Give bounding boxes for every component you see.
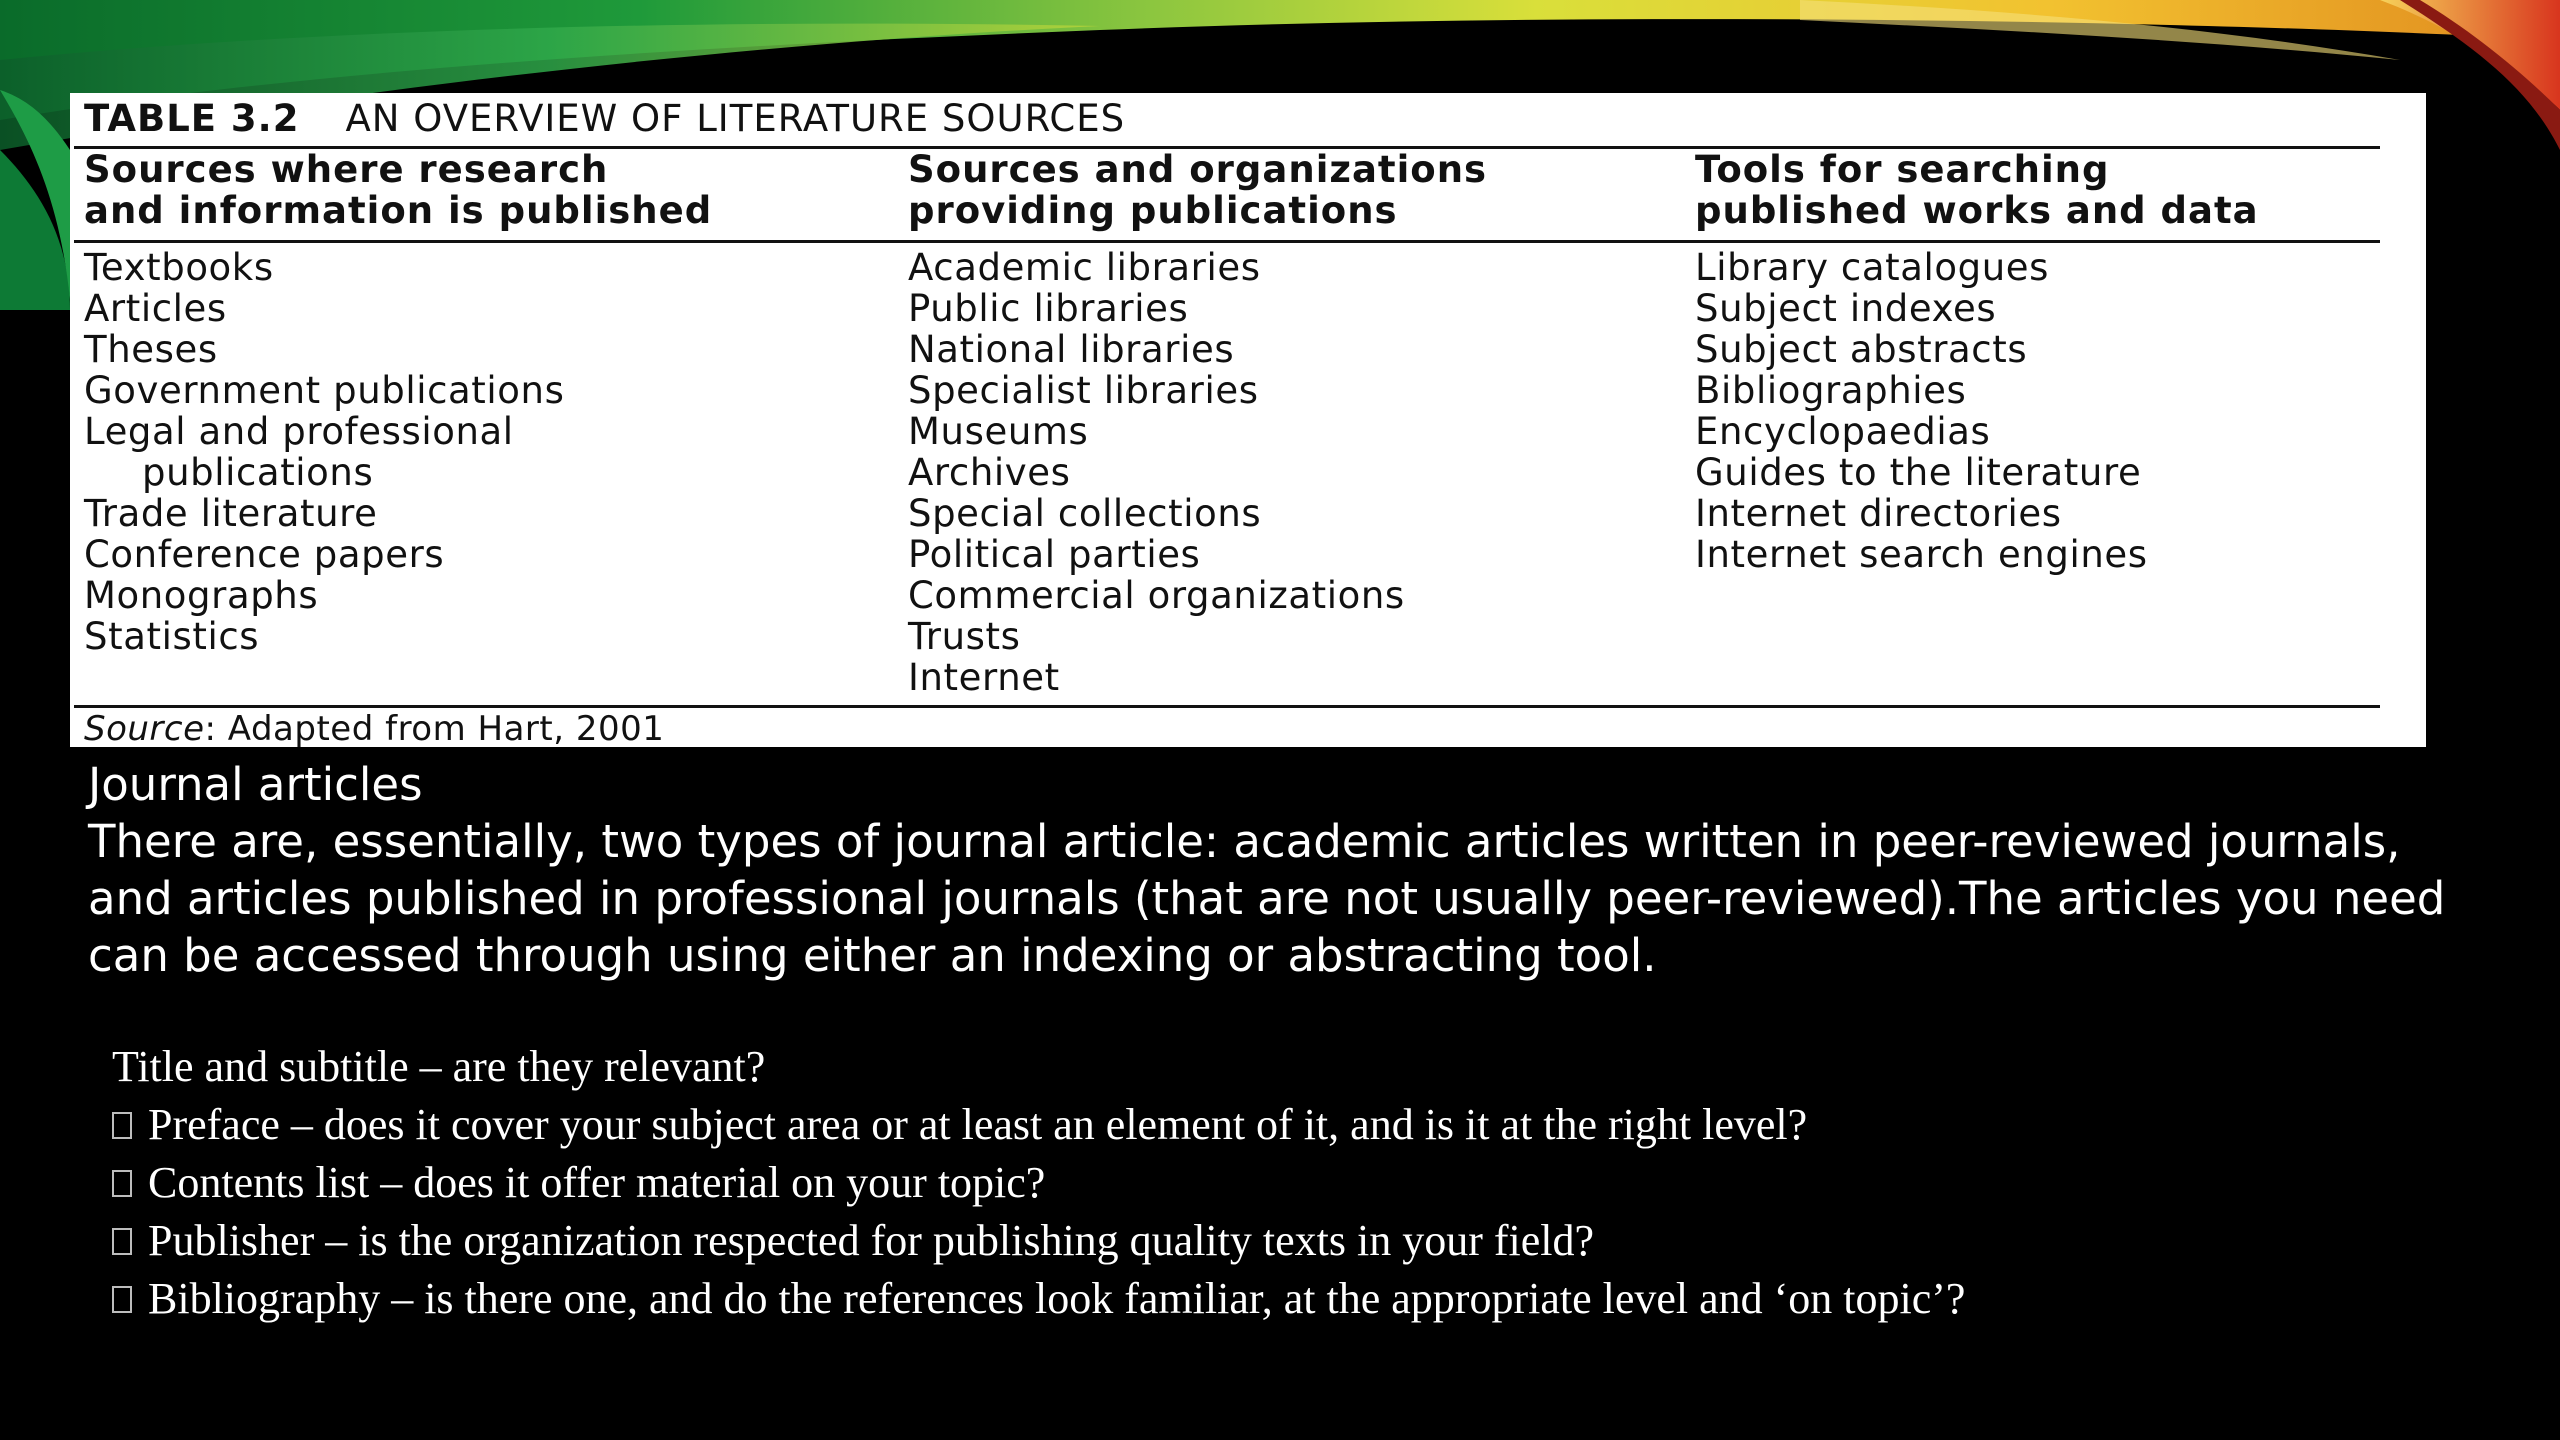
list-item: Trade literature	[84, 492, 378, 535]
list-item: Statistics	[84, 615, 260, 658]
column-header	[84, 149, 712, 231]
list-item: Monographs	[84, 574, 319, 617]
source-label: Source	[84, 709, 205, 749]
list-item: Academic libraries	[908, 246, 1261, 289]
list-item: Internet	[908, 656, 1060, 699]
list-item: Special collections	[908, 492, 1262, 535]
list-item: Conference papers	[84, 533, 445, 576]
list-item: Articles	[84, 287, 227, 330]
list-item: Textbooks	[84, 246, 274, 289]
list-item: Bibliographies	[1695, 369, 1967, 412]
table-title-text: AN OVERVIEW OF LITERATURE SOURCES	[345, 97, 1126, 140]
checklist-item-text: Preface – does it cover your subject area or at least an element of it, and is it at the right level?	[148, 1100, 1808, 1149]
list-item: Specialist libraries	[908, 369, 1259, 412]
checklist-item	[112, 1038, 1965, 1096]
column-header-line: and information is published	[84, 189, 713, 232]
checkbox-icon	[112, 1170, 132, 1197]
checkbox-icon	[112, 1228, 132, 1255]
list-item: National libraries	[908, 328, 1235, 371]
column-header-line: Tools for searching	[1695, 148, 2110, 191]
table-bottom-rule	[74, 705, 2380, 708]
column-header-line: providing publications	[908, 189, 1398, 232]
column-items	[908, 247, 1405, 698]
list-item: Subject indexes	[1695, 287, 1997, 330]
list-item: Trusts	[908, 615, 1021, 658]
column-header-line: Sources and organizations	[908, 148, 1488, 191]
checkbox-icon	[112, 1286, 132, 1313]
source-text: : Adapted from Hart, 2001	[204, 709, 665, 749]
section-heading: Journal articles	[88, 758, 423, 811]
list-item: Theses	[84, 328, 218, 371]
column-header-line: Sources where research	[84, 148, 609, 191]
list-item: Internet search engines	[1695, 533, 2148, 576]
checklist-item-text: Title and subtitle – are they relevant?	[112, 1042, 766, 1091]
list-item: Internet directories	[1695, 492, 2062, 535]
list-item: Library catalogues	[1695, 246, 2050, 289]
list-item: publications	[142, 451, 374, 494]
list-item: Archives	[908, 451, 1071, 494]
list-item: Guides to the literature	[1695, 451, 2142, 494]
body-text	[88, 756, 2448, 984]
column-header	[1695, 149, 2259, 231]
list-item: Encyclopaedias	[1695, 410, 1991, 453]
table-header-rule	[74, 240, 2380, 243]
checklist-item-text: Contents list – does it offer material on your topic?	[148, 1158, 1046, 1207]
literature-sources-table	[70, 93, 2426, 747]
list-item: Museums	[908, 410, 1089, 453]
list-item: Public libraries	[908, 287, 1189, 330]
column-items	[1695, 247, 2148, 575]
list-item: Legal and professional	[84, 410, 514, 453]
column-header	[908, 149, 1487, 231]
checklist-item	[112, 1096, 1965, 1154]
table-number: TABLE 3.2	[84, 97, 300, 140]
table-source-note	[84, 709, 664, 749]
list-item: Subject abstracts	[1695, 328, 2028, 371]
table-title	[84, 97, 1125, 140]
column-items	[84, 247, 564, 657]
checklist-item	[112, 1154, 1965, 1212]
checklist-item	[112, 1212, 1965, 1270]
list-item: Commercial organizations	[908, 574, 1405, 617]
list-item: Government publications	[84, 369, 565, 412]
checklist-item-text: Bibliography – is there one, and do the references look familiar, at the appropriate level and ‘on topic’?	[148, 1274, 1966, 1323]
checklist-item	[112, 1270, 1965, 1328]
column-header-line: published works and data	[1695, 189, 2259, 232]
evaluation-checklist	[112, 1038, 1965, 1328]
list-item: Political parties	[908, 533, 1201, 576]
checklist-item-text: Publisher – is the organization respected for publishing quality texts in your field?	[148, 1216, 1595, 1265]
checkbox-icon	[112, 1112, 132, 1139]
body-paragraph: There are, essentially, two types of journal article: academic articles written in peer-reviewed journals, and articles published in professional journals (that are not usually peer-reviewed).The articles you need can be accessed through using either an indexing or abstracting tool.	[88, 815, 2446, 982]
